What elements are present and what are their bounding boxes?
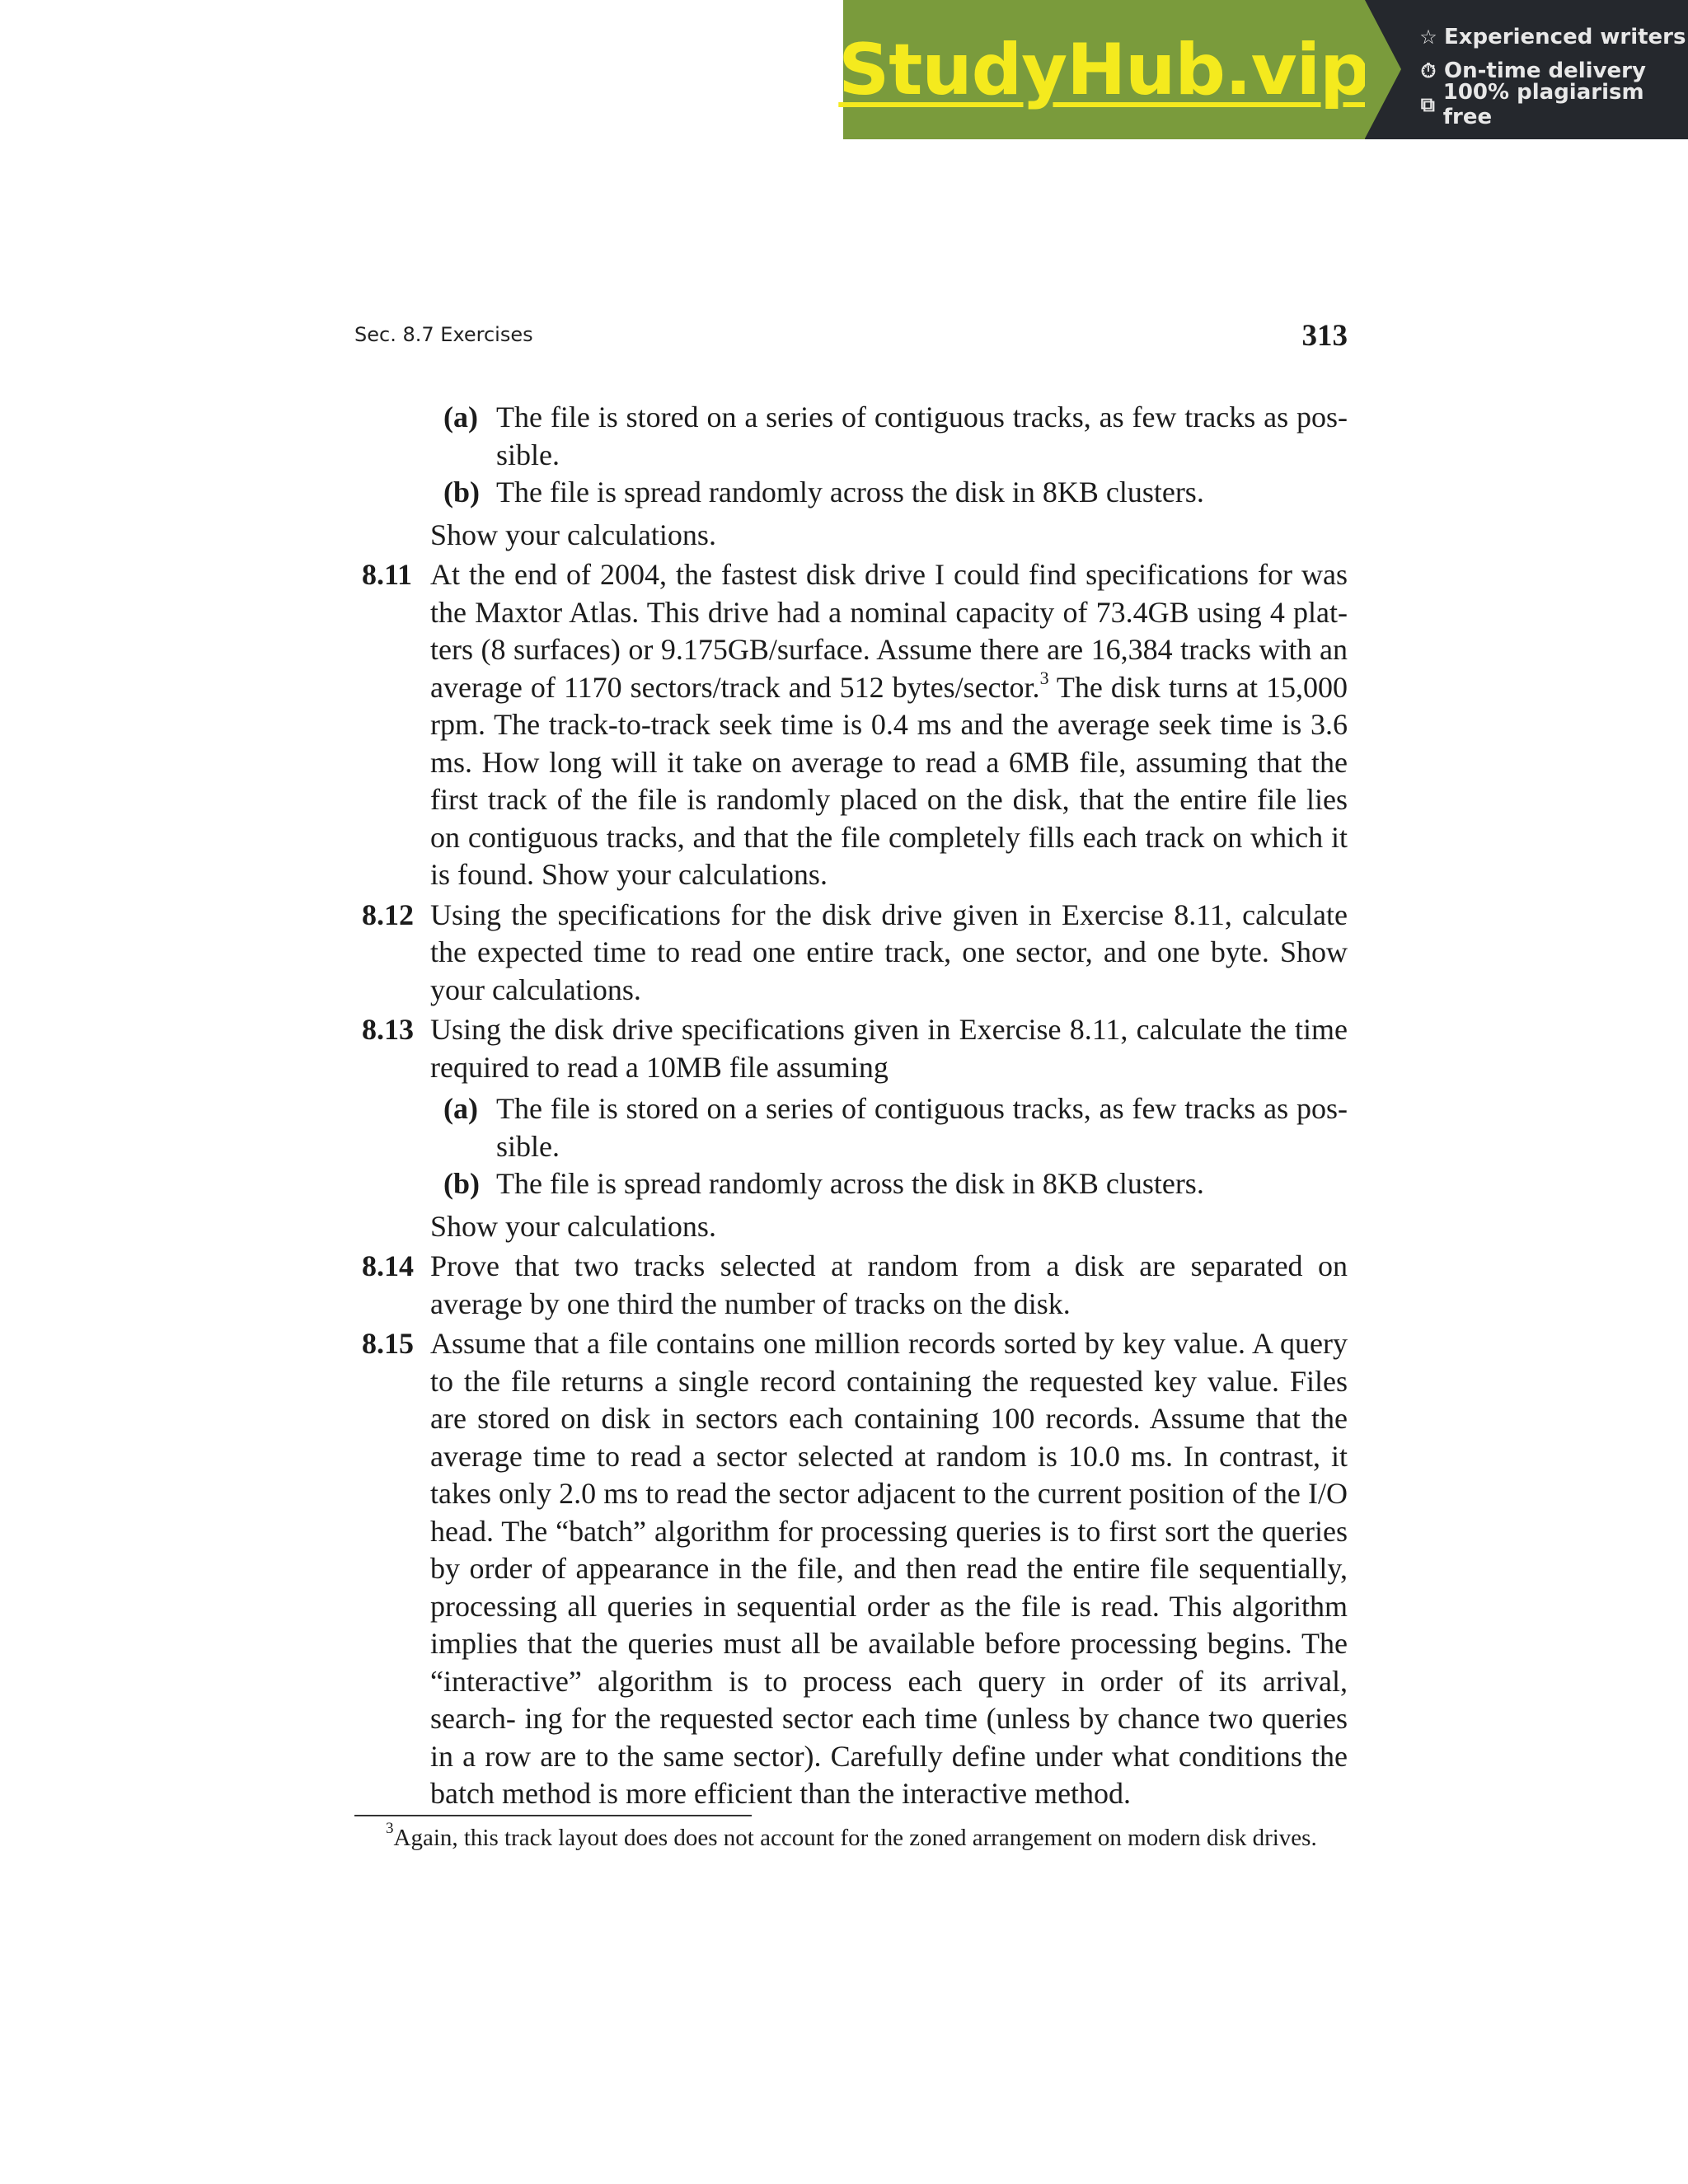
page-number: 313 (1301, 319, 1348, 353)
footnote (386, 1821, 1348, 1854)
brand-logo[interactable] (838, 0, 1370, 139)
subitem-text: The file is stored on a series of contiguous tracks, as few tracks as pos- sible. (496, 1092, 1348, 1163)
studyhub-banner[interactable] (838, 0, 1688, 139)
exercise-text: At the end of 2004, the fastest disk drive I could find specifications for was the Maxtor Atlas. This drive had a nominal capacity of 73.4GB using 4 plat- ters (8 surfaces) or 9.175GB/surface. Assume there are 16,384 tracks with an average of 1170 sectors/track and 512 bytes/sector. (430, 558, 1348, 704)
footnote-text: Again, this track layout does does not account for the zoned arrangement on modern disk drives. (393, 1825, 1317, 1851)
exercise-number: 8.12 (362, 898, 414, 931)
exercise-8-12 (354, 897, 1348, 1010)
running-head: Sec. 8.7 Exercises (354, 323, 533, 346)
copy-icon: ⧉ (1420, 92, 1435, 116)
exercise-text-continued: The disk turns at 15,000 rpm. The track-to-track seek time is 0.4 ms and the average seek time is 3.6 ms. How long will it take on average to read a 6MB file, assuming that the first track of the file is randomly placed on the disk, that the entire file lies on contiguous tracks, and that the file completely fills each track on which it is found. Show your calculations. (430, 670, 1348, 891)
exercise-text: Prove that two tracks selected at random from a disk are separated on average by one third the number of tracks on the disk. (430, 1249, 1348, 1320)
show-calculations-text: Show your calculations. (430, 1209, 716, 1243)
footnote-marker: 3 (386, 1820, 394, 1838)
subitem-text: The file is spread randomly across the disk in 8KB clusters. (496, 476, 1204, 509)
star-icon: ☆ (1419, 25, 1437, 49)
banner-features (1365, 0, 1688, 139)
feature-label: Experienced writers (1444, 24, 1686, 49)
brand-name: StudyHub.vip (838, 28, 1370, 111)
subitem-text: The file is stored on a series of contiguous tracks, as few tracks as pos- sible. (496, 401, 1348, 471)
exercise-8-11 (354, 556, 1348, 894)
subitem-a (354, 399, 1348, 474)
subitem-label: (a) (443, 1092, 478, 1125)
clock-icon: ⏱ (1420, 59, 1437, 82)
exercise-number: 8.13 (362, 1013, 414, 1046)
subitem-text: The file is spread randomly across the disk in 8KB clusters. (496, 1167, 1204, 1200)
exercise-number: 8.15 (362, 1327, 414, 1360)
subitem-b (354, 1165, 1348, 1203)
exercise-text: Using the disk drive specifications given in Exercise 8.11, calculate the time required to read a 10MB file assuming (430, 1013, 1348, 1084)
exercise-8-13 (354, 1011, 1348, 1086)
subitem-a (354, 1090, 1348, 1165)
exercise-number: 8.14 (362, 1249, 414, 1282)
subitem-b (354, 474, 1348, 512)
exercise-8-15 (354, 1325, 1348, 1813)
exercise-text: Assume that a file contains one million records sorted by key value. A query to the file returns a single record containing the requested key value. Files are stored on disk in sectors each containing 100 records. Assume that the average time to read a sector selected at random is 10.0 ms. In contrast, it takes only 2.0 ms to read the sector adjacent to the current position of the I/O head. The “batch” algorithm for processing queries is to first sort the queries by order of appearance in the file, and then read the entire file sequentially, processing all queries in sequential order as the file is read. This algorithm implies that the queries must all be available before processing begins. The “interactive” algorithm is to process each query in order of its arrival, search- ing for the requested sector each time (unless by chance two queries in a row are to the same sector). Carefully define under what conditions the batch method is more efficient than the interactive method. (430, 1327, 1348, 1810)
subitem-label: (a) (443, 401, 478, 434)
feature-item (1418, 20, 1688, 54)
exercise-text: Using the specifications for the disk drive given in Exercise 8.11, calculate the expected time to read one entire track, one sector, and one byte. Show your calculations. (430, 898, 1348, 1006)
feature-label: On-time delivery (1444, 58, 1646, 83)
feature-item (1418, 79, 1688, 129)
feature-label: 100% plagiarism free (1442, 79, 1644, 129)
banner-arrow-decoration (1365, 0, 1401, 138)
subitem-label: (b) (443, 476, 480, 509)
subitem-label: (b) (443, 1167, 480, 1200)
exercise-number: 8.11 (362, 558, 413, 591)
show-calculations-text: Show your calculations. (430, 518, 716, 551)
exercise-8-14 (354, 1248, 1348, 1323)
page-body (354, 399, 1348, 1813)
footnote-reference[interactable]: 3 (1039, 667, 1049, 688)
footnote-divider (354, 1815, 752, 1816)
